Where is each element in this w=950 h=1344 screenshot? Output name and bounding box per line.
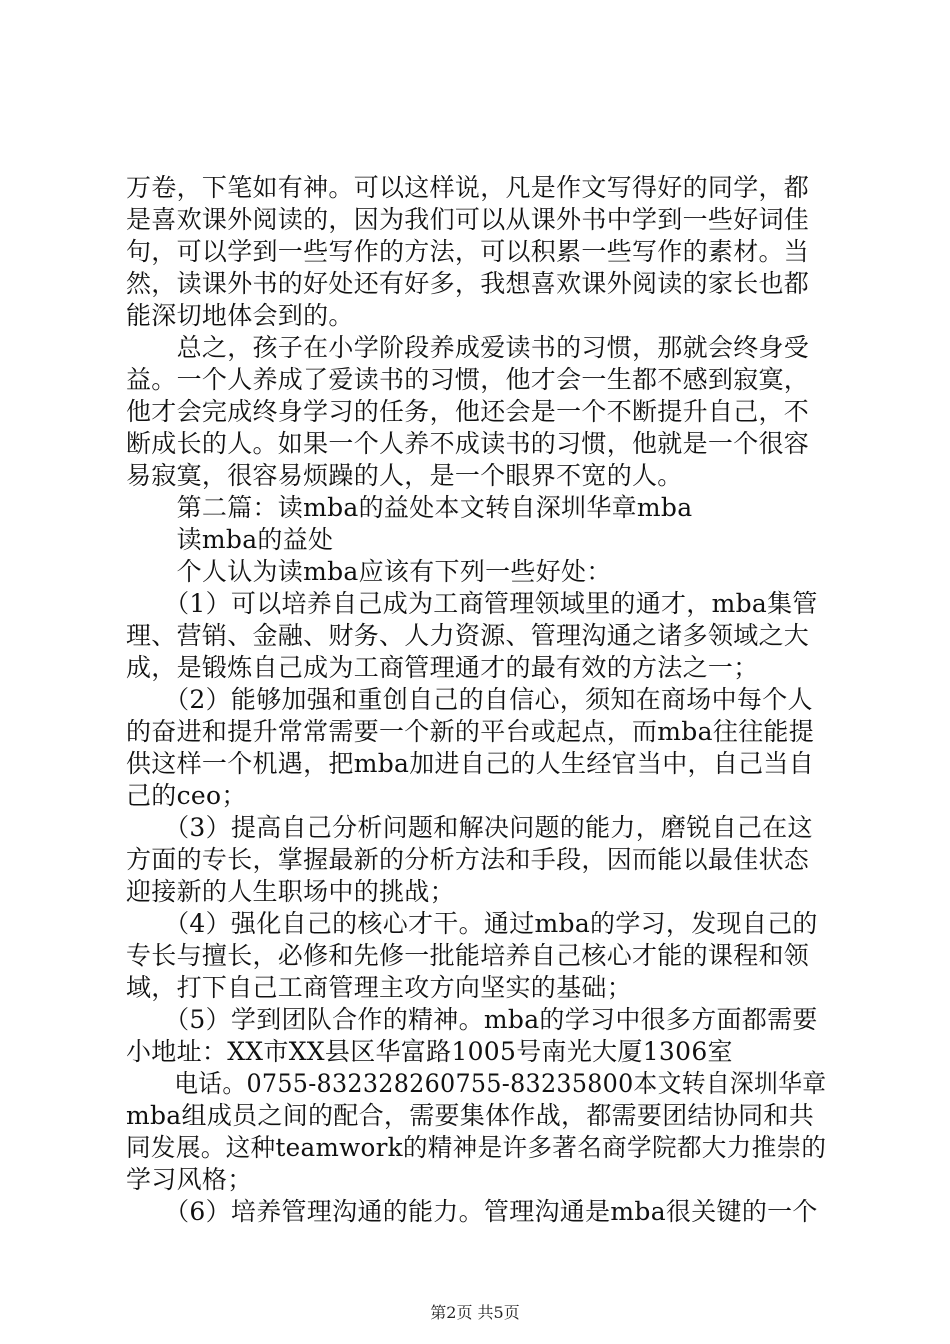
text-line: 成，是锻炼自己成为工商管理通才的最有效的方法之一； xyxy=(126,653,759,682)
address-line: 小地址：XX市XX县区华富路1005号南光大厦1306室 xyxy=(126,1037,733,1066)
text-line: （4）强化自己的核心才干。通过mba的学习，发现自己的 xyxy=(126,909,818,938)
text-line: 迎接新的人生职场中的挑战； xyxy=(126,877,455,906)
text-line: mba组成员之间的配合，需要集体作战，都需要团结协同和共 xyxy=(126,1101,815,1130)
text-line: （3）提高自己分析问题和解决问题的能力，磨锐自己在这 xyxy=(126,813,813,842)
text-line: 他才会完成终身学习的任务，他还会是一个不断提升自己，不 xyxy=(126,397,810,426)
text-line: 万卷，下笔如有神。可以这样说，凡是作文写得好的同学，都 xyxy=(126,173,810,202)
text-line: 易寂寞，很容易烦躁的人，是一个眼界不宽的人。 xyxy=(126,461,683,490)
text-line: （6）培养管理沟通的能力。管理沟通是mba很关键的一个 xyxy=(126,1197,818,1226)
phone-line: 电话。0755-832328260755-83235800本文转自深圳华章 xyxy=(126,1069,827,1098)
text-line: 是喜欢课外阅读的，因为我们可以从课外书中学到一些好词佳 xyxy=(126,205,810,234)
text-line: 供这样一个机遇，把mba加进自己的人生经官当中，自己当自 xyxy=(126,749,815,778)
text-line: 能深切地体会到的。 xyxy=(126,301,354,330)
section-subheading: 读mba的益处 xyxy=(126,525,334,554)
text-line: 的奋进和提升常常需要一个新的平台或起点，而mba往往能提 xyxy=(126,717,815,746)
text-line: 个人认为读mba应该有下列一些好处： xyxy=(126,557,612,586)
text-line: 学习风格； xyxy=(126,1165,253,1194)
text-line: 专长与擅长，必修和先修一批能培养自己核心才能的课程和领 xyxy=(126,941,810,970)
text-line: 己的ceo； xyxy=(126,781,247,810)
text-line: 域，打下自己工商管理主攻方向坚实的基础； xyxy=(126,973,633,1002)
text-line: 同发展。这种teamwork的精神是许多著名商学院都大力推崇的 xyxy=(126,1133,827,1162)
text-line: 方面的专长，掌握最新的分析方法和手段，因而能以最佳状态 xyxy=(126,845,810,874)
text-line: 益。一个人养成了爱读书的习惯，他才会一生都不感到寂寞， xyxy=(126,365,810,394)
page-number-footer: 第2页 共5页 xyxy=(430,1303,520,1322)
text-line: 理、营销、金融、财务、人力资源、管理沟通之诸多领域之大 xyxy=(126,621,810,650)
text-line: 总之，孩子在小学阶段养成爱读书的习惯，那就会终身受 xyxy=(126,333,810,362)
text-line: 句，可以学到一些写作的方法，可以积累一些写作的素材。当 xyxy=(126,237,810,266)
text-line: 断成长的人。如果一个人养不成读书的习惯，他就是一个很容 xyxy=(126,429,810,458)
text-line: （1）可以培养自己成为工商管理领域里的通才，mba集管 xyxy=(126,589,818,618)
section-heading: 第二篇：读mba的益处本文转自深圳华章mba xyxy=(126,493,693,522)
text-line: （2）能够加强和重创自己的自信心，须知在商场中每个人 xyxy=(126,685,813,714)
text-line: （5）学到团队合作的精神。mba的学习中很多方面都需要 xyxy=(126,1005,818,1034)
text-line: 然，读课外书的好处还有好多，我想喜欢课外阅读的家长也都 xyxy=(126,269,810,298)
